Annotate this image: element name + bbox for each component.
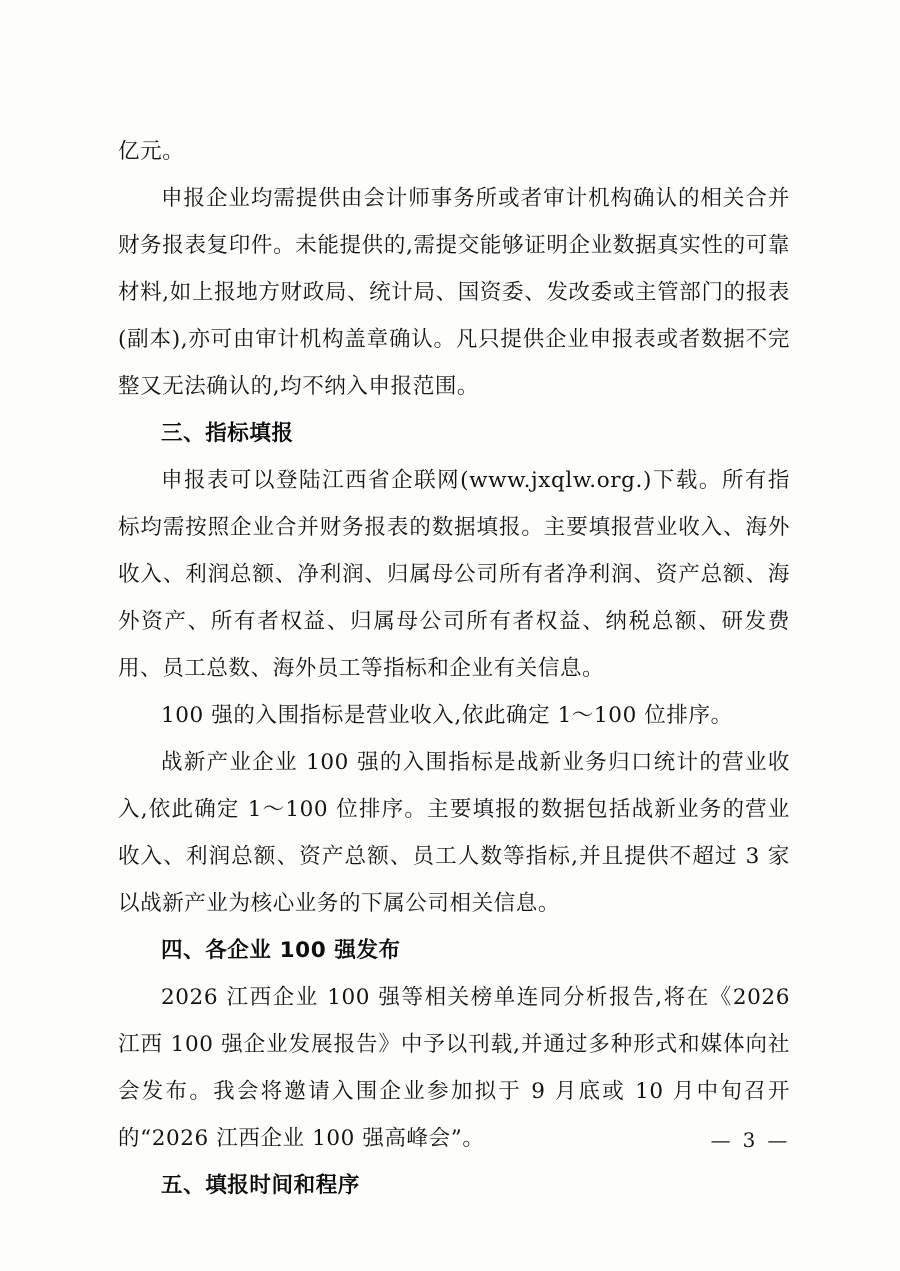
paragraph-indicator-reporting: 申报表可以登陆江西省企联网(www.jxqlw.org.)下载。所有指标均需按照企业合并财务报表的数据填报。主要填报营业收入、海外收入、利润总额、净利润、归属母公司所有者净利润、资产总额、海外资产、所有者权益、归属母公司所有者权益、纳税总额、研发费用、员工总数、海外员工等指标和企业有关信息。 (118, 468, 790, 681)
paragraph-top100-criteria: 100 强的入围指标是营业收入,依此确定 1～100 位排序。 (161, 703, 733, 728)
document-body (118, 128, 790, 1209)
paragraph-strategic-industry-criteria: 战新产业企业 100 强的入围指标是战新业务归口统计的营业收入,依此确定 1～100 位排序。主要填报的数据包括战新业务的营业收入、利润总额、资产总额、员工人数等指标,并且提供不超过 3 家以战新产业为核心业务的下属公司相关信息。 (118, 750, 790, 916)
page-number-group (701, 1128, 800, 1152)
paragraph-audit-requirements: 申报企业均需提供由会计师事务所或者审计机构确认的相关合并财务报表复印件。未能提供的,需提交能够证明企业数据真实性的可靠材料,如上报地方财政局、统计局、国资委、发改委或主管部门的报表(副本),亦可由审计机构盖章确认。凡只提供企业申报表或者数据不完整又无法确认的,均不纳入申报范围。 (118, 186, 790, 399)
paragraph-continuation: 亿元。 (118, 139, 185, 164)
page-number-prefix: — (710, 1128, 733, 1152)
heading-section-three: 三、指标填报 (161, 421, 294, 446)
heading-section-five: 五、填报时间和程序 (161, 1173, 360, 1198)
heading-section-four: 四、各企业 100 强发布 (161, 938, 401, 963)
paragraph-publication: 2026 江西企业 100 强等相关榜单连同分析报告,将在《2026 江西 100 强企业发展报告》中予以刊载,并通过多种形式和媒体向社会发布。我会将邀请入围企业参加拟于 9 月底或 10 月中旬召开的“2026 江西企业 100 强高峰会”。 (118, 985, 790, 1151)
page-number-suffix: — (767, 1128, 790, 1152)
page-footer (0, 1128, 900, 1152)
page-number: 3 (742, 1128, 758, 1152)
